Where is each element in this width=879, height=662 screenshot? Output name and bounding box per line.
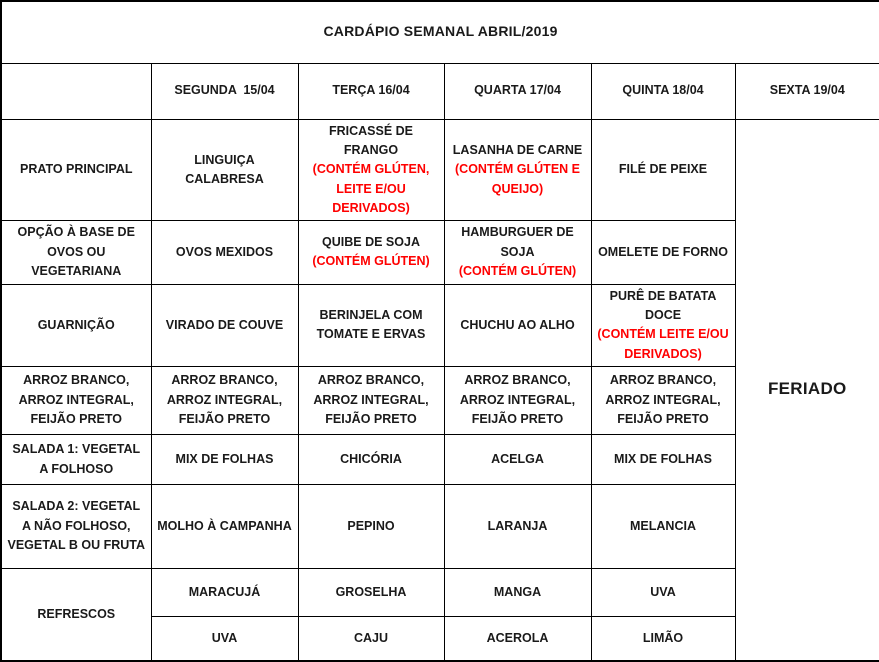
menu-cell [591, 569, 735, 617]
menu-item: UVA [650, 584, 676, 599]
menu-item: FILÉ DE PEIXE [618, 162, 708, 177]
menu-item: OVOS MEXIDOS [175, 244, 274, 259]
page-title: CARDÁPIO SEMANAL ABRIL/2019 [1, 1, 879, 63]
header-row [1, 63, 879, 119]
col-header-wednesday: QUARTA 17/04 [444, 63, 591, 119]
menu-item: UVA [211, 630, 238, 645]
menu-item: LINGUIÇA CALABRESA [185, 152, 264, 186]
menu-cell [298, 119, 444, 221]
menu-cell [591, 284, 735, 367]
menu-item: ARROZ BRANCO, ARROZ INTEGRAL, FEIJÃO PRETO [313, 373, 429, 427]
menu-cell [591, 221, 735, 284]
row-label-refrescos: REFRESCOS [1, 569, 151, 661]
menu-item: LASANHA DE CARNE [452, 142, 583, 157]
menu-item: ARROZ BRANCO, ARROZ INTEGRAL, FEIJÃO PRETO [166, 373, 283, 427]
menu-cell [444, 485, 591, 569]
menu-item: VIRADO DE COUVE [165, 317, 284, 332]
menu-cell [151, 284, 298, 367]
table-row [1, 119, 879, 221]
menu-item: MELANCIA [630, 518, 696, 533]
menu-cell [151, 221, 298, 284]
allergen-note: (CONTÉM GLÚTEN E QUEIJO) [455, 162, 580, 196]
allergen-note: (CONTÉM LEITE E/OU DERIVADOS) [597, 327, 729, 361]
menu-cell [444, 435, 591, 485]
menu-item: CHICÓRIA [340, 451, 402, 466]
row-label-prato-principal: PRATO PRINCIPAL [1, 119, 151, 221]
menu-cell [298, 435, 444, 485]
menu-item: LIMÃO [642, 630, 684, 645]
menu-item: ARROZ BRANCO, ARROZ INTEGRAL, FEIJÃO PRETO [459, 373, 576, 427]
menu-cell [298, 221, 444, 284]
menu-item: ACEROLA [486, 630, 549, 645]
menu-cell [298, 284, 444, 367]
menu-item: ACELGA [491, 451, 544, 466]
holiday-cell: FERIADO [735, 119, 879, 661]
corner-cell [1, 63, 151, 119]
menu-item: PEPINO [347, 518, 395, 533]
menu-cell [591, 119, 735, 221]
menu-cell [444, 617, 591, 661]
menu-item: MOLHO À CAMPANHA [157, 518, 292, 533]
allergen-note: (CONTÉM GLÚTEN) [312, 254, 430, 269]
menu-cell [298, 367, 444, 435]
row-label-salada-2: SALADA 2: VEGETAL A NÃO FOLHOSO, VEGETAL B OU FRUTA [1, 485, 151, 569]
allergen-note: (CONTÉM GLÚTEN, LEITE E/OU DERIVADOS) [312, 162, 430, 215]
menu-cell [591, 617, 735, 661]
menu-item: FRICASSÉ DE FRANGO [328, 123, 414, 157]
menu-item: CAJU [353, 630, 389, 645]
menu-item: MIX DE FOLHAS [614, 451, 712, 466]
menu-cell [444, 221, 591, 284]
menu-item: GROSELHA [335, 584, 407, 599]
menu-item: MIX DE FOLHAS [175, 451, 274, 466]
menu-item: PURÊ DE BATATA DOCE [609, 288, 717, 322]
menu-cell [298, 569, 444, 617]
menu-cell [151, 485, 298, 569]
col-header-thursday: QUINTA 18/04 [591, 63, 735, 119]
menu-cell [298, 617, 444, 661]
menu-cell [444, 119, 591, 221]
menu-item: MARACUJÁ [188, 584, 261, 599]
title-row [1, 1, 879, 63]
menu-item: CHUCHU AO ALHO [460, 317, 575, 332]
menu-item: BERINJELA COM TOMATE E ERVAS [316, 307, 426, 342]
col-header-friday: SEXTA 19/04 [735, 63, 879, 119]
menu-item: MANGA [493, 584, 542, 599]
menu-cell [151, 367, 298, 435]
col-header-tuesday: TERÇA 16/04 [298, 63, 444, 119]
allergen-note: (CONTÉM GLÚTEN) [458, 264, 577, 279]
row-label-arroz-feijao: ARROZ BRANCO, ARROZ INTEGRAL, FEIJÃO PRETO [1, 367, 151, 435]
menu-cell [151, 617, 298, 661]
menu-cell [298, 485, 444, 569]
menu-item: HAMBURGUER DE SOJA [461, 225, 574, 259]
menu-cell [444, 284, 591, 367]
row-label-opcao-ovos-vegetariana: OPÇÃO À BASE DE OVOS OU VEGETARIANA [1, 221, 151, 284]
row-label-guarnicao: GUARNIÇÃO [1, 284, 151, 367]
menu-item: OMELETE DE FORNO [598, 244, 728, 259]
menu-item: QUIBE DE SOJA [322, 235, 420, 250]
menu-cell [591, 485, 735, 569]
col-header-monday: SEGUNDA 15/04 [151, 63, 298, 119]
menu-item: ARROZ BRANCO, ARROZ INTEGRAL, FEIJÃO PRETO [605, 373, 721, 427]
row-label-salada-1: SALADA 1: VEGETAL A FOLHOSO [1, 435, 151, 485]
menu-cell [151, 119, 298, 221]
menu-item: LARANJA [487, 518, 548, 533]
menu-cell [151, 569, 298, 617]
menu-cell [591, 435, 735, 485]
menu-cell [151, 435, 298, 485]
menu-cell [444, 569, 591, 617]
menu-cell [591, 367, 735, 435]
menu-cell [444, 367, 591, 435]
